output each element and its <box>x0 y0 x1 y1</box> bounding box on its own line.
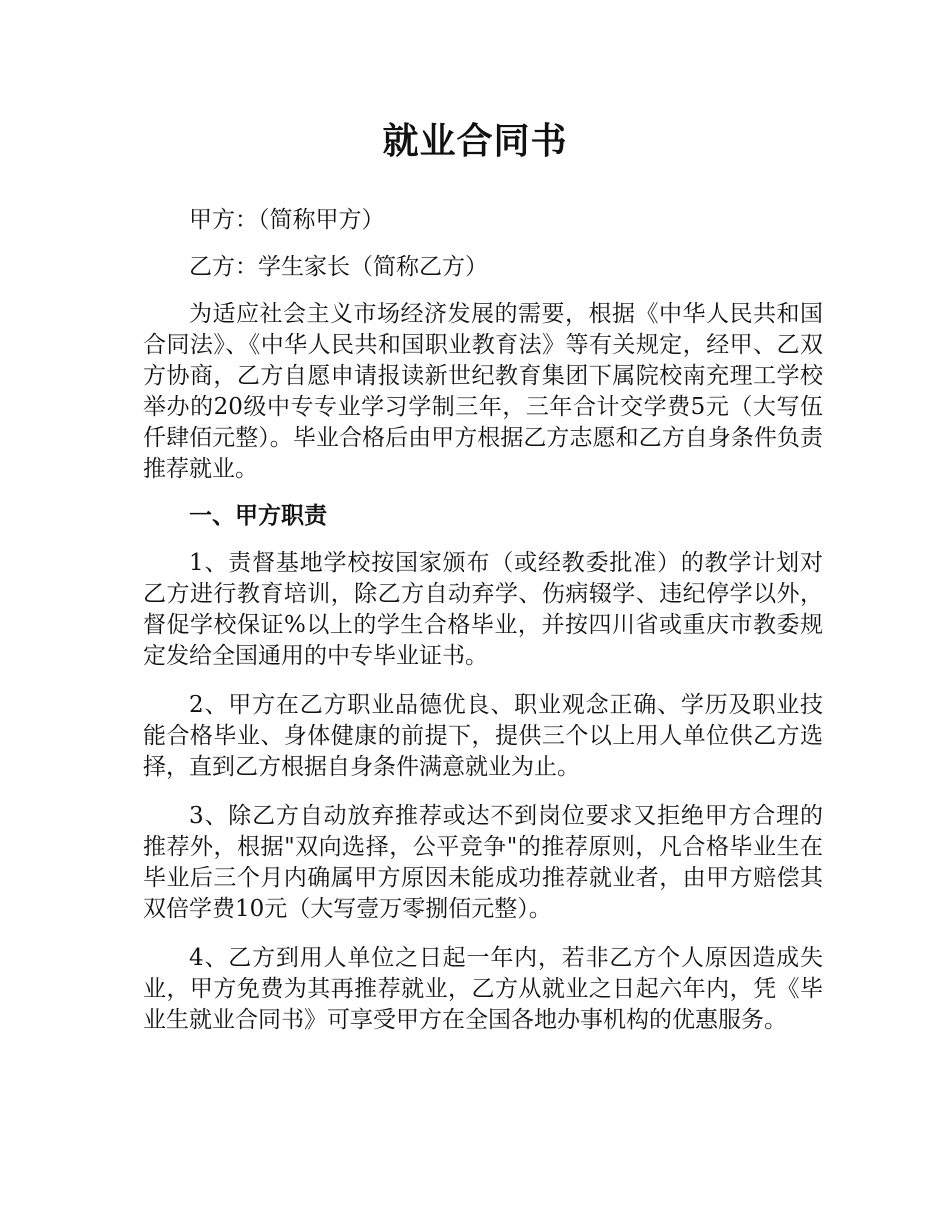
intro-paragraph: 为适应社会主义市场经济发展的需要，根据《中华人民共和国合同法》、《中华人民共和国职业教育法》等有关规定，经甲、乙双方协商，乙方自愿申请报读新世纪教育集团下属院校南充理工学校举办的20级中专专业学习学制三年，三年合计交学费5元（大写伍仟肆佰元整）。毕业合格后由甲方根据乙方志愿和乙方自身条件负责推荐就业。 <box>143 301 823 482</box>
document-body <box>143 205 823 1036</box>
party-b-line: 乙方：学生家长（简称乙方） <box>189 254 488 280</box>
clause-3: 3、除乙方自动放弃推荐或达不到岗位要求又拒绝甲方合理的推荐外，根据"双向选择，公平竞争"的推荐原则，凡合格毕业生在毕业后三个月内确属甲方原因未能成功推荐就业者，由甲方赔偿其双倍学费10元（大写壹万零捌佰元整）。 <box>143 803 823 922</box>
clause-2: 2、甲方在乙方职业品德优良、职业观念正确、学历及职业技能合格毕业、身体健康的前提下，提供三个以上用人单位供乙方选择，直到乙方根据自身条件满意就业为止。 <box>143 692 823 780</box>
document-title: 就业合同书 <box>382 121 568 162</box>
clause-4: 4、乙方到用人单位之日起一年内，若非乙方个人原因造成失业，甲方免费为其再推荐就业，乙方从就业之日起六年内，凭《毕业生就业合同书》可享受甲方在全国各地办事机构的优惠服务。 <box>143 945 823 1033</box>
party-a-line: 甲方：（简称甲方） <box>189 207 385 233</box>
clause-1: 1、责督基地学校按国家颁布（或经教委批准）的教学计划对乙方进行教育培训，除乙方自动弃学、伤病辍学、违纪停学以外，督促学校保证%以上的学生合格毕业，并按四川省或重庆市教委规定发给全国通用的中专毕业证书。 <box>143 550 823 669</box>
section-heading-party-a-duties: 一、甲方职责 <box>189 503 327 529</box>
